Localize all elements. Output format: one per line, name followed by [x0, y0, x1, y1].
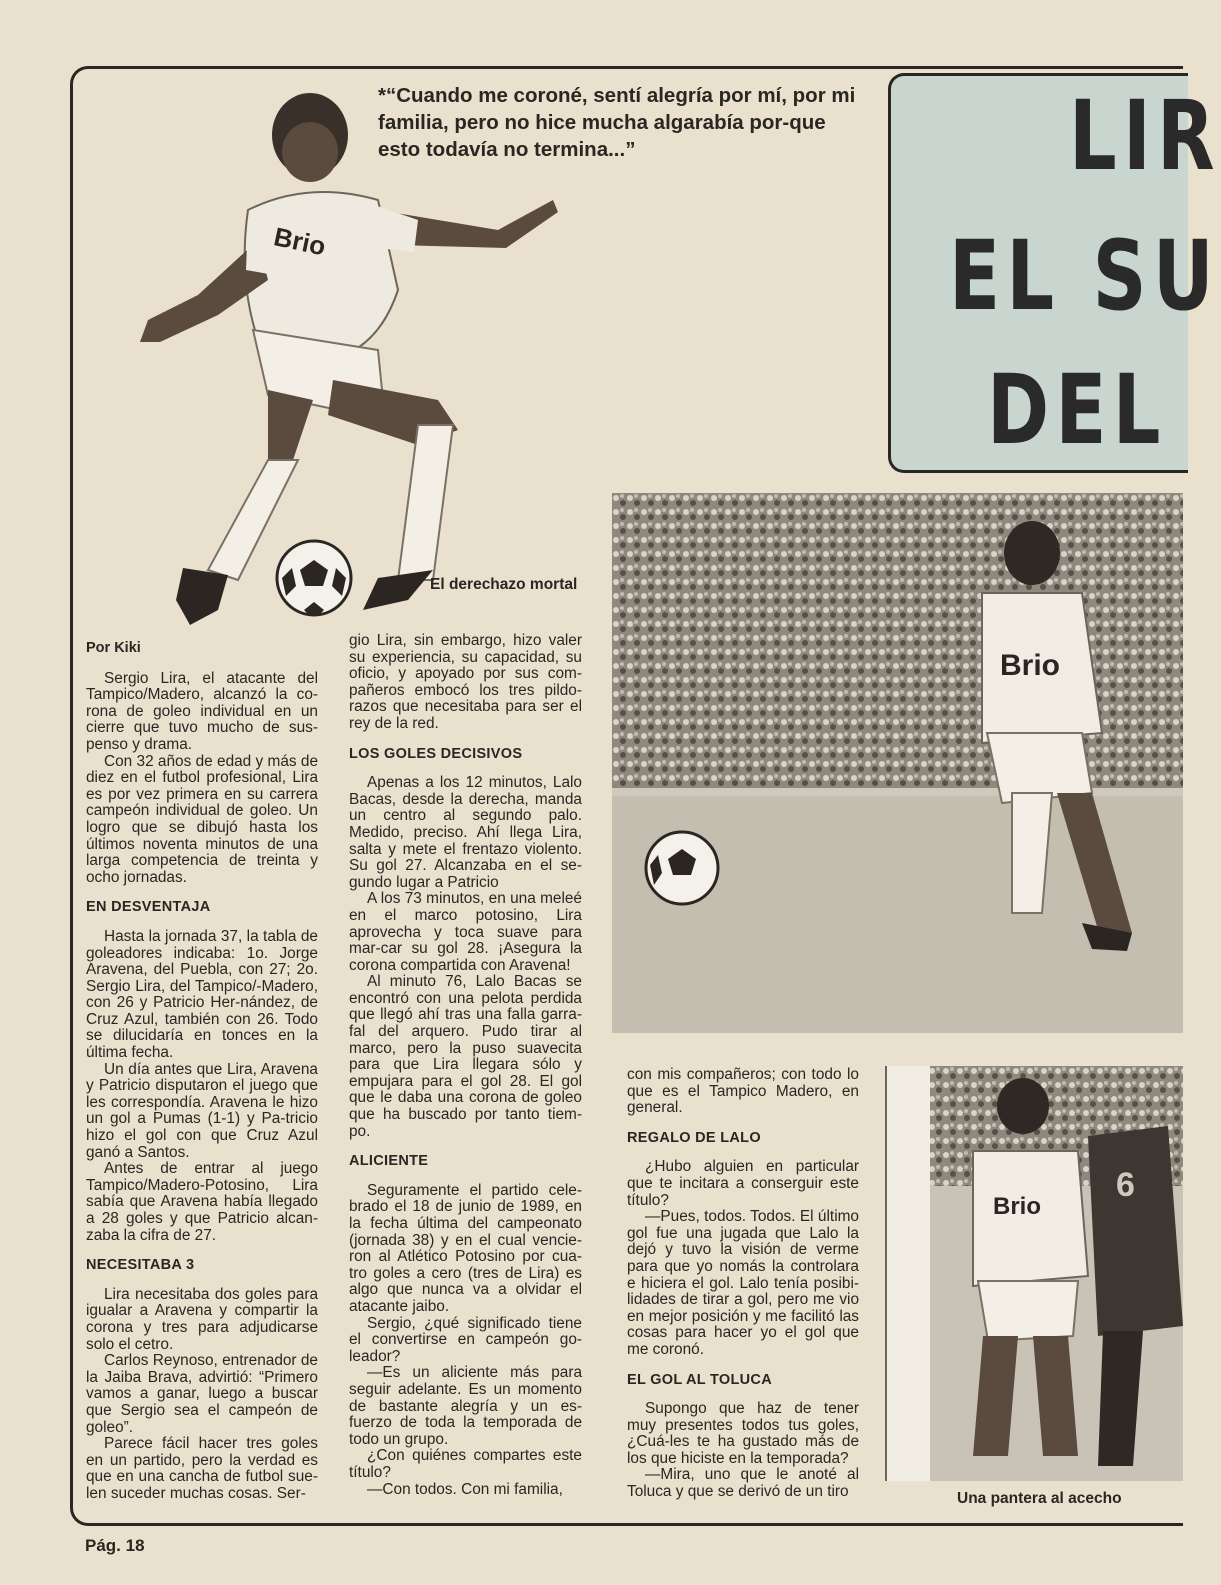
section-heading: REGALO DE LALO [627, 1129, 761, 1146]
section-heading: NECESITABA 3 [86, 1257, 195, 1274]
paragraph: Un día antes que Lira, Aravena y Patricio disputaron el juego que les correspondía. Aravena le hizo un gol a Pumas (1-1) y Pa-tricio hizo el gol con que Cruz Azul ganó a Santos. [86, 1060, 318, 1161]
soccer-ball-icon [274, 538, 354, 618]
paragraph: Hasta la jornada 37, la tabla de goleadores indicaba: 1o. Jorge Aravena, del Puebla, con 27; 2o. Sergio Lira, del Tampico/-Madero, con 26 y Patricio Her-nández, de Cruz Azul, también con 26. Todo se dilucidaría en tonces en la última fecha. [86, 927, 318, 1062]
headline-box [888, 73, 1221, 473]
paragraph: Parece fácil hacer tres goles en un partido, pero la verdad es que en una cancha de futbol sue-len suceder muchas cosas. Ser- [86, 1435, 318, 1502]
player-kicking-photo [78, 80, 598, 635]
article-column-3 [627, 1067, 859, 1501]
paragraph: Seguramente el partido cele-brado el 18 de junio de 1989, en la fecha última del campeonato (jornada 38) y en el cual vencie-ron al Atlético Potosino por cua-tro goles a cero (tres de Lira) es algo que nunca va a olvidar el atacante jaibo. [349, 1181, 582, 1315]
paragraph: Apenas a los 12 minutos, Lalo Bacas, desde la derecha, manda un centro al segundo palo. Medido, preciso. Ahí llega Lira, salta y mete el frentazo violento. Su gol 27. Alcanzaba en el se-gundo lugar a Patricio [349, 774, 582, 891]
paragraph: ¿Con quiénes compartes este título? [349, 1447, 582, 1481]
paragraph: A los 73 minutos, en una meleé en el marco potosino, Lira aprovecha y toca suave para mar-car su gol 28. ¡Asegura la corona compartida con Aravena! [349, 890, 582, 974]
jersey-logo-3: Brio [993, 1193, 1041, 1220]
jersey-logo-2: Brio [1000, 649, 1060, 682]
paragraph: Sergio Lira, el atacante del Tampico/Madero, alcanzó la co-rona de goleo individual en un cierre que tuvo mucho de sus-penso y drama. [86, 669, 318, 753]
paragraph: Carlos Reynoso, entrenador de la Jaiba Brava, advirtió: “Primero vamos a ganar, luego a buscar que Sergio sea el campeón de goleo”. [86, 1352, 318, 1436]
section-heading: EN DESVENTAJA [86, 899, 211, 916]
paragraph: Al minuto 76, Lalo Bacas se encontró con una pelota perdida que llegó ahí tras una falla garra-fal del arquero. Pudo tirar al marco, pero la puso suavecita para que Lira llegara sólo y empujara para el gol 28. El gol que le daba una corona de goleo que ha buscado por tanto tiem-po. [349, 973, 582, 1140]
player-awaiting-photo [928, 1066, 1183, 1481]
paragraph: ¿Hubo alguien en particular que te incitara a conserguir este título? [627, 1158, 859, 1209]
paragraph: —Pues, todos. Todos. El último gol fue una jugada que Lalo la dejó y tuvo la visión de verme para que yo nomás la controlara e hiciera el gol. Lalo tenía posibi-lidades de tirar a gol, pero me vio en mejor posición y me facilitó las cosas para hacer yo el gol que me coronó. [627, 1208, 859, 1358]
section-heading: EL GOL AL TOLUCA [627, 1371, 772, 1388]
paragraph: Sergio, ¿qué significado tiene el convertirse en campeón go-leador? [349, 1314, 582, 1365]
bottom-photo-caption: Una pantera al acecho [957, 1490, 1122, 1507]
headline-line-1: LIR [1069, 80, 1221, 192]
stadium-scene-illustration [612, 493, 1183, 1033]
goal-post [885, 1066, 930, 1481]
paragraph: —Mira, uno que le anoté al Toluca y que se derivó de un tiro [627, 1466, 859, 1501]
paragraph: —Con todos. Con mi familia, [367, 1480, 563, 1498]
jersey-logo: Brio [271, 221, 329, 262]
paragraph: Supongo que haz de tener muy presentes todos tus goles, ¿Cuá-les te ha gustado más de los que hiciste en la temporada? [627, 1400, 859, 1467]
pull-quote: *“Cuando me coroné, sentí alegría por mí, por mi familia, pero no hice mucha algarabía por-que esto todavía no termina...” [378, 84, 856, 161]
article-column-2 [349, 633, 582, 1498]
paragraph: con mis compañeros; con todo lo que es el Tampico Madero, en general. [627, 1066, 859, 1117]
paragraph: Antes de entrar al juego Tampico/Madero-Potosino, Lira sabía que Aravena había llegado a 28 goles y que Patricio alcan-zaba la cifra de 27. [86, 1160, 318, 1244]
paragraph: Lira necesitaba dos goles para igualar a Aravena y compartir la corona y tres para adjudicarse solo el cetro. [86, 1285, 318, 1353]
article-column-1 [86, 640, 318, 1503]
top-photo-caption: El derechazo mortal [430, 576, 578, 593]
paragraph: gio Lira, sin embargo, hizo valer su experiencia, su capacidad, su oficio, y apoyado por sus com-pañeros embocó los tres pildo-razos que necesitaba para ser el rey de la red. [349, 632, 582, 732]
headline-line-2: EL SU [949, 220, 1220, 332]
headline-line-3: DEL [987, 354, 1167, 466]
paragraph: Con 32 años de edad y más de diez en el futbol profesional, Lira es por vez primera en su carrera campeón individual de goleo. Un logro que se dibujó hasta los últimos noventa minutos de una larga competencia de treinta y ocho jornadas. [86, 752, 318, 886]
players-scene-illustration [928, 1066, 1183, 1481]
section-heading: LOS GOLES DECISIVOS [349, 745, 523, 762]
match-action-photo [612, 493, 1183, 1033]
byline: Por Kiki [86, 640, 141, 656]
section-heading: ALICIENTE [349, 1153, 429, 1170]
page-number: Pág. 18 [85, 1536, 145, 1555]
jersey-number: 6 [1116, 1166, 1135, 1204]
paragraph: —Es un aliciente más para seguir adelante. Es un momento de bastante alegría y un es-fuerzo de toda la temporada de todo un grupo. [349, 1364, 582, 1448]
